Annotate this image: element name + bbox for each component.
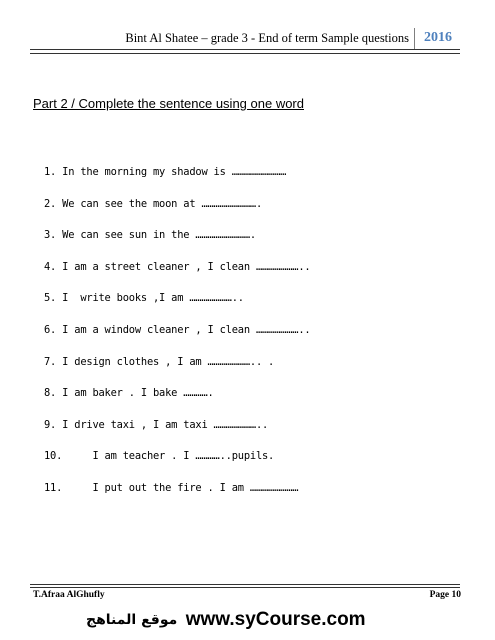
footer-rule [30,584,460,588]
footer-author: T.Afraa AlGhufly [33,590,105,600]
footer-page-number: Page 10 [429,590,461,600]
watermark-url[interactable]: www.syCourse.com [185,609,366,630]
header-divider [414,28,415,50]
header-title: Bint Al Shatee – grade 3 - End of term Sample questions [125,31,409,45]
question-item: 5. I write books ,I am ………………….. [44,292,244,305]
question-item: 4. I am a street cleaner , I clean ………………….. [44,260,311,273]
question-item: 7. I design clothes , I am ………………….. . [44,355,275,368]
section-title: Part 2 / Complete the sentence using one word [33,96,304,111]
question-item: 2. We can see the moon at ………………………. [44,197,263,210]
header-year: 2016 [424,30,452,45]
question-list [44,160,310,508]
question-item: 11. I put out the fire . I am …………………… [44,481,299,494]
question-item: 3. We can see sun in the ………………………. [44,229,256,242]
question-item: 6. I am a window cleaner , I clean ………………….. [44,323,311,336]
header-rule [30,49,460,54]
question-item: 9. I drive taxi , I am taxi ………………….. [44,418,269,431]
question-item: 8. I am baker . I bake …………. [44,387,214,400]
question-item: 10. I am teacher . I …………..pupils. [44,450,275,463]
question-item: 1. In the morning my shadow is ……………………… [44,166,287,178]
watermark [86,609,386,631]
watermark-arabic: موقع المناهج [86,612,178,628]
